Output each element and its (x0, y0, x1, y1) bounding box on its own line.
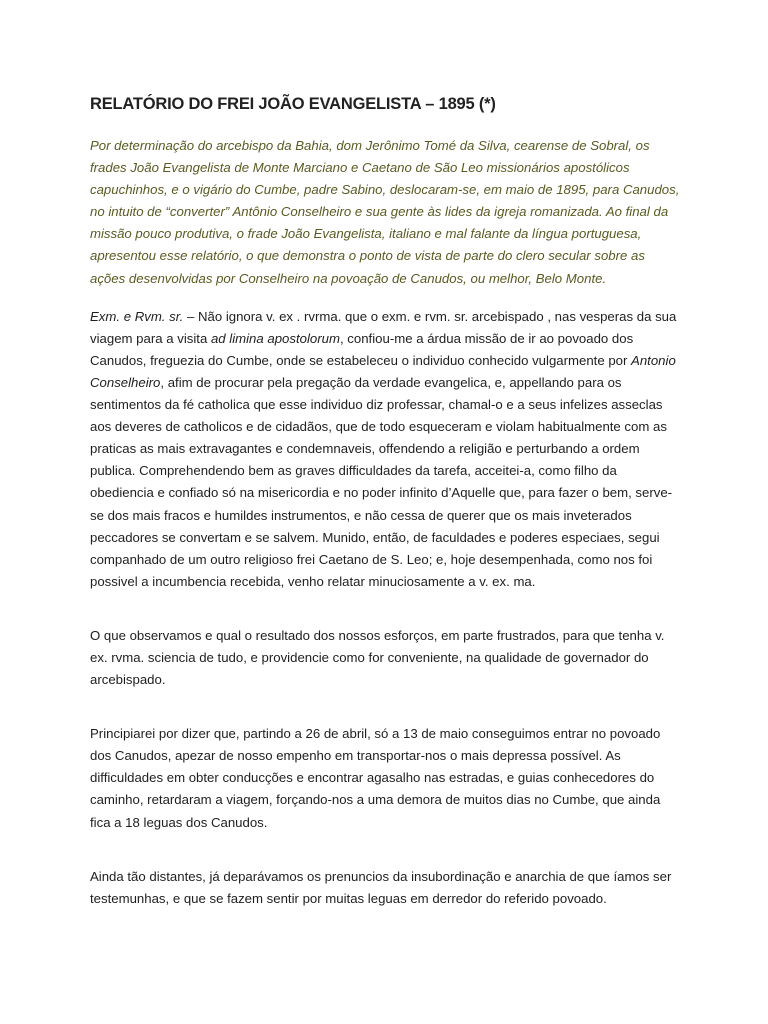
body-paragraph-1 (90, 306, 682, 593)
document-title: RELATÓRIO DO FREI JOÃO EVANGELISTA – 1895 (*) (90, 95, 496, 113)
salutation: Exm. e Rvm. sr. (90, 308, 184, 324)
paragraph-text: , confiou-me a árdua missão de ir ao povoado dos Canudos, freguezia do Cumbe, onde se estabeleceu o individuo conhecido vulgarmente por (90, 330, 634, 368)
body-paragraph-3: Principiarei por dizer que, partindo a 26 de abril, só a 13 de maio conseguimos entrar no povoado dos Canudos, apezar de nosso empenho em transportar-nos o mais depressa possível. As difficuldades em obter conducções e encontrar agasalho nas estradas, e guias conhecedores do caminho, retardaram a viagem, forçando-nos a uma demora de muitos dias no Cumbe, que ainda fica a 18 leguas dos Canudos. (90, 726, 661, 830)
latin-phrase: ad limina apostolorum (210, 330, 340, 346)
body-paragraph-2: O que observamos e qual o resultado dos nossos esforços, em parte frustrados, para que tenha v. ex. rvma. sciencia de tudo, e providencie como for conveniente, na qualidade de governador do arcebispado. (90, 627, 665, 688)
paragraph-text: , afim de procurar pela pregação da verdade evangelica, e, appellando para os sentimentos da fé catholica que esse individuo diz professar, chamal-o e a seus infelizes asseclas aos deveres de catholicos e de cidadãos, que de todo esqueceram e violam habitualmente com as praticas as mais extravagantes e condemnaveis, offendendo a religião e perturbando a ordem publica. Comprehendendo bem as graves difficuldades da tarefa, acceitei-a, como filho da obediencia e confiado só na misericordia e no poder infinito d’Aquelle que, para fazer o bem, serve-se dos mais fracos e humildes instrumentos, e não cessa de querer que os mais inveterados peccadores se convertam e se salvem. Munido, então, de faculdades e poderes especiaes, segui companhado de um outro religioso frei Caetano de S. Leo; e, hoje desempenhada, como nos foi possivel a incumbencia recebida, venho relatar minuciosamente a v. ex. ma. (90, 374, 673, 589)
paragraph-text: – Não ignora v. ex . rvrma. que o exm. e rvm. sr. arcebispado , nas vesperas da sua viagem para a visita (90, 308, 677, 346)
document-page (90, 92, 682, 942)
body-paragraph-4: Ainda tão distantes, já deparávamos os prenuncios da insubordinação e anarchia de que íamos ser testemunhas, e que se fazem sentir por muitas leguas em derredor do referido povoado. (90, 868, 672, 906)
intro-paragraph: Por determinação do arcebispo da Bahia, dom Jerônimo Tomé da Silva, cearense de Sobral, os frades João Evangelista de Monte Marciano e Caetano de São Leo missionários apostólicos capuchinhos, e o vigário do Cumbe, padre Sabino, deslocaram-se, em maio de 1895, para Canudos, no intuito de “converter” Antônio Conselheiro e sua gente às lides da igreja romanizada. Ao final da missão pouco produtiva, o frade João Evangelista, italiano e mal falante da língua portuguesa, apresentou esse relatório, o que demonstra o ponto de vista de parte do clero secular sobre as ações desenvolvidas por Conselheiro na povoação de Canudos, ou melhor, Belo Monte. (90, 138, 680, 286)
person-name: Antonio Conselheiro (90, 352, 676, 390)
